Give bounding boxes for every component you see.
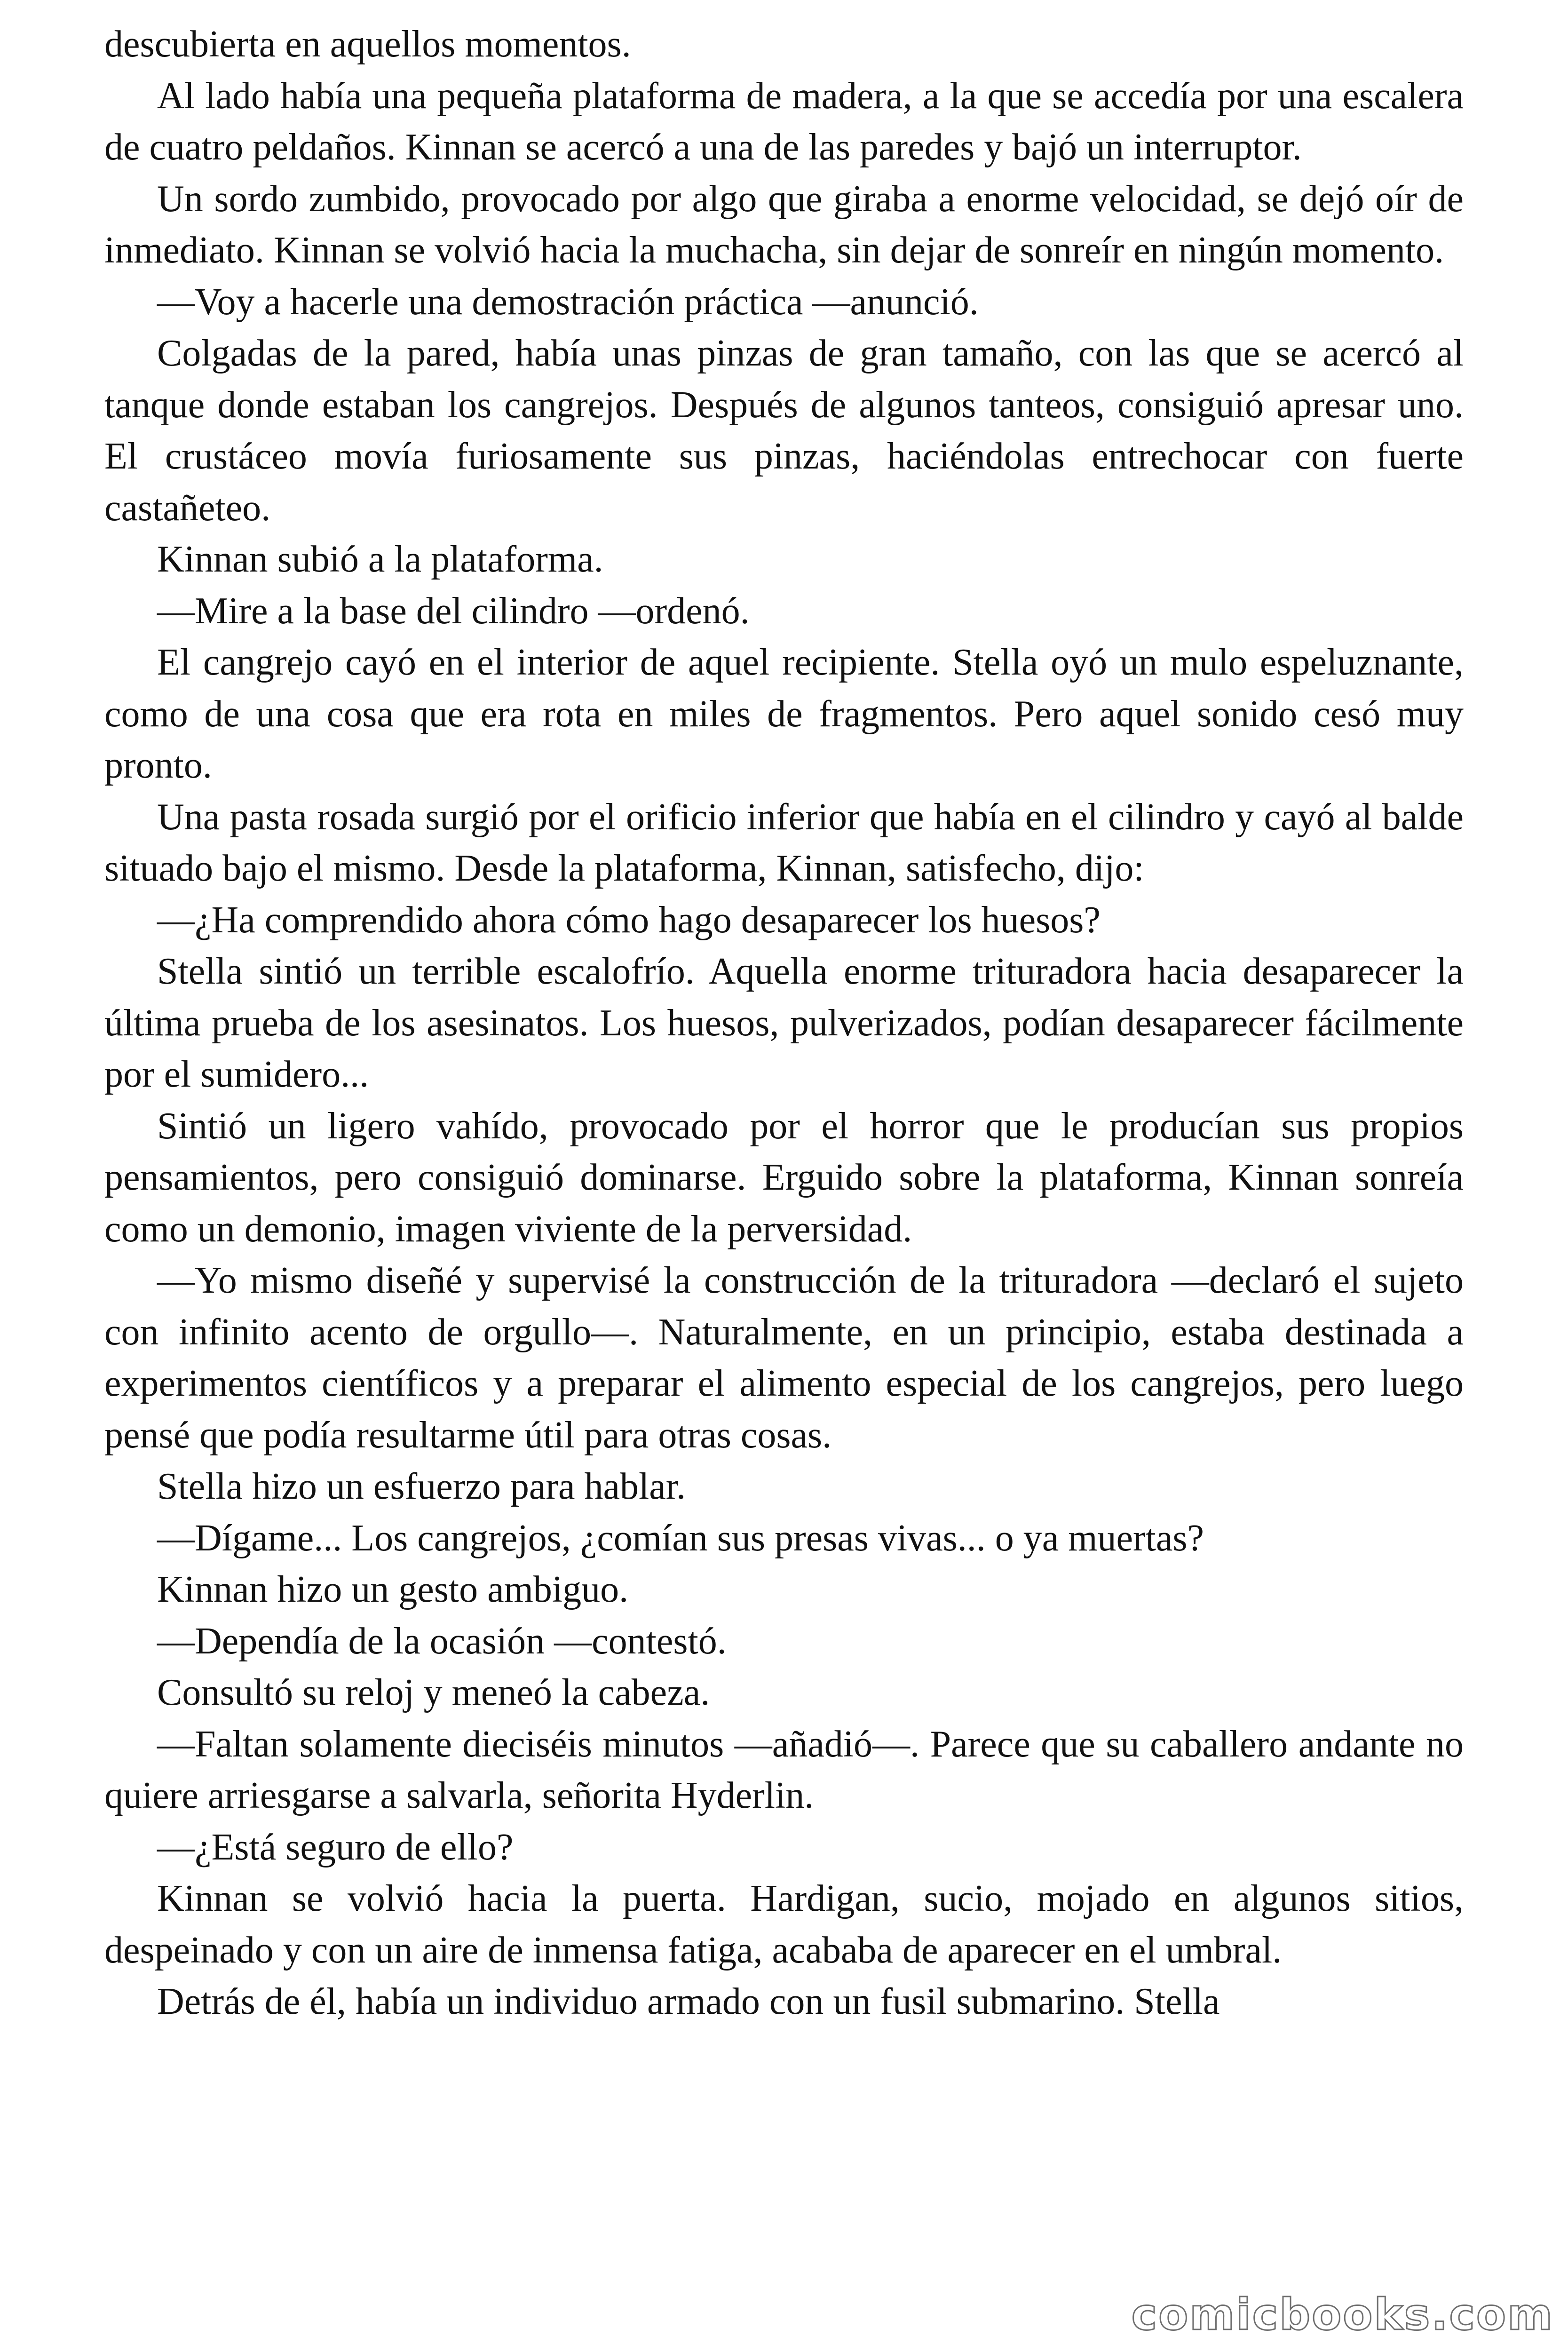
paragraph: Kinnan se volvió hacia la puerta. Hardigan, sucio, mojado en algunos sitios, despeinado y con un aire de inmensa fatiga, acababa de aparecer en el umbral. [104,1878,1464,1971]
paragraph: Consultó su reloj y meneó la cabeza. [157,1672,710,1713]
dialogue-paragraph: —Dependía de la ocasión —contestó. [157,1620,727,1662]
paragraph: Al lado había una pequeña plataforma de madera, a la que se accedía por una escalera de cuatro peldaños. Kinnan se acercó a una de las paredes y bajó un interruptor. [104,75,1464,168]
paragraph: Un sordo zumbido, provocado por algo que giraba a enorme velocidad, se dejó oír de inmediato. Kinnan se volvió hacia la muchacha, sin dejar de sonreír en ningún momento. [104,178,1464,271]
dialogue-paragraph: —¿Está seguro de ello? [157,1826,514,1868]
dialogue-paragraph: —¿Ha comprendido ahora cómo hago desaparecer los huesos? [157,899,1101,941]
paragraph: descubierta en aquellos momentos. [104,24,631,65]
paragraph: Una pasta rosada surgió por el orificio inferior que había en el cilindro y cayó al balde situado bajo el mismo. Desde la plataforma, Kinnan, satisfecho, dijo: [104,796,1464,889]
paragraph: Sintió un ligero vahído, provocado por el horror que le producían sus propios pensamientos, pero consiguió dominarse. Erguido sobre la plataforma, Kinnan sonreía como un demonio, imagen viviente de la perversidad. [104,1105,1464,1250]
paragraph: Stella hizo un esfuerzo para hablar. [157,1466,686,1507]
dialogue-paragraph: —Voy a hacerle una demostración práctica —anunció. [157,281,979,323]
dialogue-paragraph: —Yo mismo diseñé y supervisé la construcción de la trituradora —declaró el sujeto con infinito acento de orgullo—. Naturalmente, en un principio, estaba destinada a experimentos científicos y a preparar el alimento especial de los cangrejos, pero luego pensé que podía resultarme útil para otras cosas. [104,1260,1464,1456]
paragraph: Kinnan hizo un gesto ambiguo. [157,1569,629,1610]
paragraph: Colgadas de la pared, había unas pinzas de gran tamaño, con las que se acercó al tanque donde estaban los cangrejos. Después de algunos tanteos, consiguió apresar uno. El crustáceo movía furiosamente sus pinzas, haciéndolas entrechocar con fuerte castañeteo. [104,333,1464,529]
paragraph: Detrás de él, había un individuo armado con un fusil submarino. Stella [157,1981,1220,2022]
dialogue-paragraph: —Dígame... Los cangrejos, ¿comían sus presas vivas... o ya muertas? [157,1517,1204,1559]
dialogue-paragraph: —Mire a la base del cilindro —ordenó. [157,590,750,632]
watermark: comicbooks.com [1131,2289,1554,2340]
body-text [104,19,1464,2028]
paragraph: El cangrejo cayó en el interior de aquel recipiente. Stella oyó un mulo espeluznante, como de una cosa que era rota en miles de fragmentos. Pero aquel sonido cesó muy pronto. [104,642,1464,786]
dialogue-paragraph: —Faltan solamente dieciséis minutos —añadió—. Parece que su caballero andante no quiere arriesgarse a salvarla, señorita Hyderlin. [104,1723,1464,1816]
paragraph: Stella sintió un terrible escalofrío. Aquella enorme trituradora hacia desaparecer la última prueba de los asesinatos. Los huesos, pulverizados, podían desaparecer fácilmente por el sumidero... [104,951,1464,1095]
paragraph: Kinnan subió a la plataforma. [157,539,603,580]
